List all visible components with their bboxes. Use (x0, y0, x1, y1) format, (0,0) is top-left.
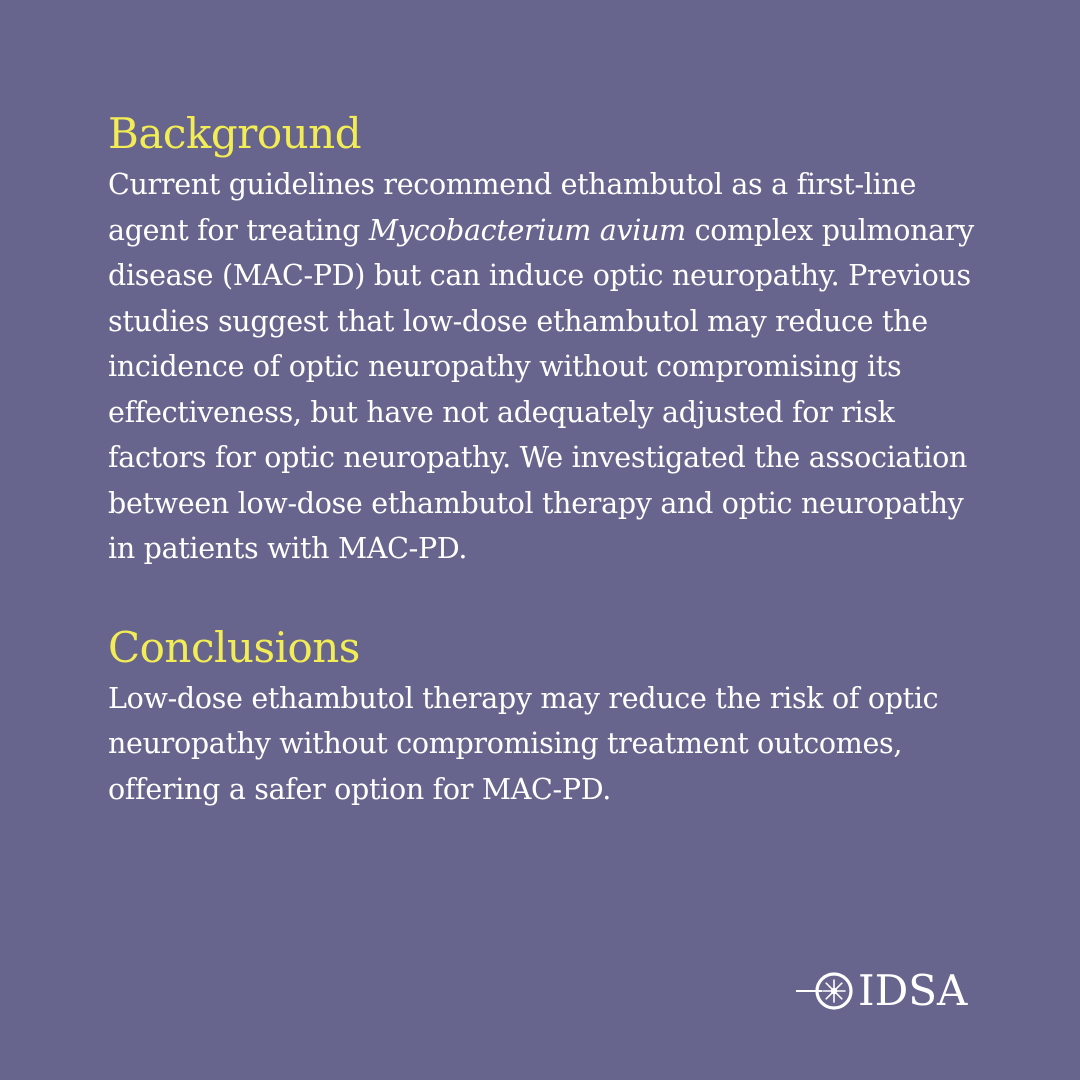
abstract-content (108, 108, 988, 812)
background-text-italic: Mycobacterium avium (368, 213, 686, 247)
conclusions-heading: Conclusions (108, 622, 360, 672)
background-text-part2: complex pulmonary disease (MAC-PD) but can induce optic neuropathy. Previous studies suggest that low-dose ethambutol may reduce the incidence of optic neuropathy without compromising its effectiveness, but have not adequately adjusted for risk factors for optic neuropathy. We investigated the association between low-dose ethambutol therapy and optic neuropathy in patients with MAC-PD. (108, 213, 974, 565)
background-text (108, 162, 988, 572)
idsa-logo (796, 966, 967, 1016)
conclusions-text: Low-dose ethambutol therapy may reduce the risk of optic neuropathy without compromising treatment outcomes, offering a safer option for MAC-PD. (108, 681, 939, 806)
background-text-part1: Current guidelines recommend ethambutol as a first-line agent for treating (108, 168, 917, 247)
idsa-logo-text: IDSA (858, 966, 968, 1015)
background-heading: Background (108, 109, 362, 158)
starburst-circle-icon (796, 966, 858, 1016)
